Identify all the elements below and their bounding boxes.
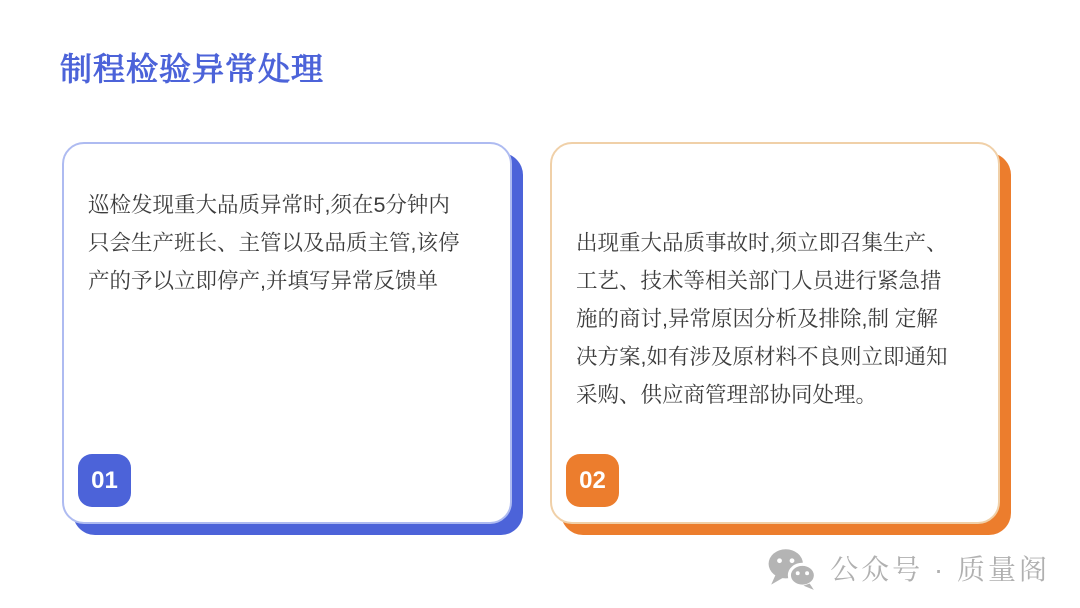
text-line: 工艺、技术等相关部门人员进行紧急措 <box>576 269 942 293</box>
watermark-text: 公众号 · 质量阁 <box>830 554 1050 585</box>
wechat-icon <box>766 546 818 590</box>
page-title: 制程检验异常处理 <box>60 51 325 87</box>
text-line: 只会生产班长、主管以及品质主管,该停 <box>88 231 460 255</box>
card-body-text <box>88 186 496 300</box>
text-line: 决方案,如有涉及原材料不良则立即通知 <box>576 345 948 369</box>
number-badge-02: 02 <box>566 454 619 507</box>
text-line: 产的予以立即停产,并填写异常反馈单 <box>88 269 438 293</box>
text-line: 巡检发现重大品质异常时,须在5分钟内 <box>88 193 450 217</box>
watermark <box>766 546 1050 590</box>
text-line: 出现重大品质事故时,须立即召集生产、 <box>576 231 948 255</box>
number-badge-01: 01 <box>78 454 131 507</box>
card-major-quality-accident <box>550 142 1000 524</box>
card-body-text <box>576 224 984 414</box>
text-line: 施的商讨,异常原因分析及排除,制 定解 <box>576 307 938 331</box>
text-line: 采购、供应商管理部协同处理。 <box>576 383 878 407</box>
card-process-inspection-abnormal <box>62 142 512 524</box>
